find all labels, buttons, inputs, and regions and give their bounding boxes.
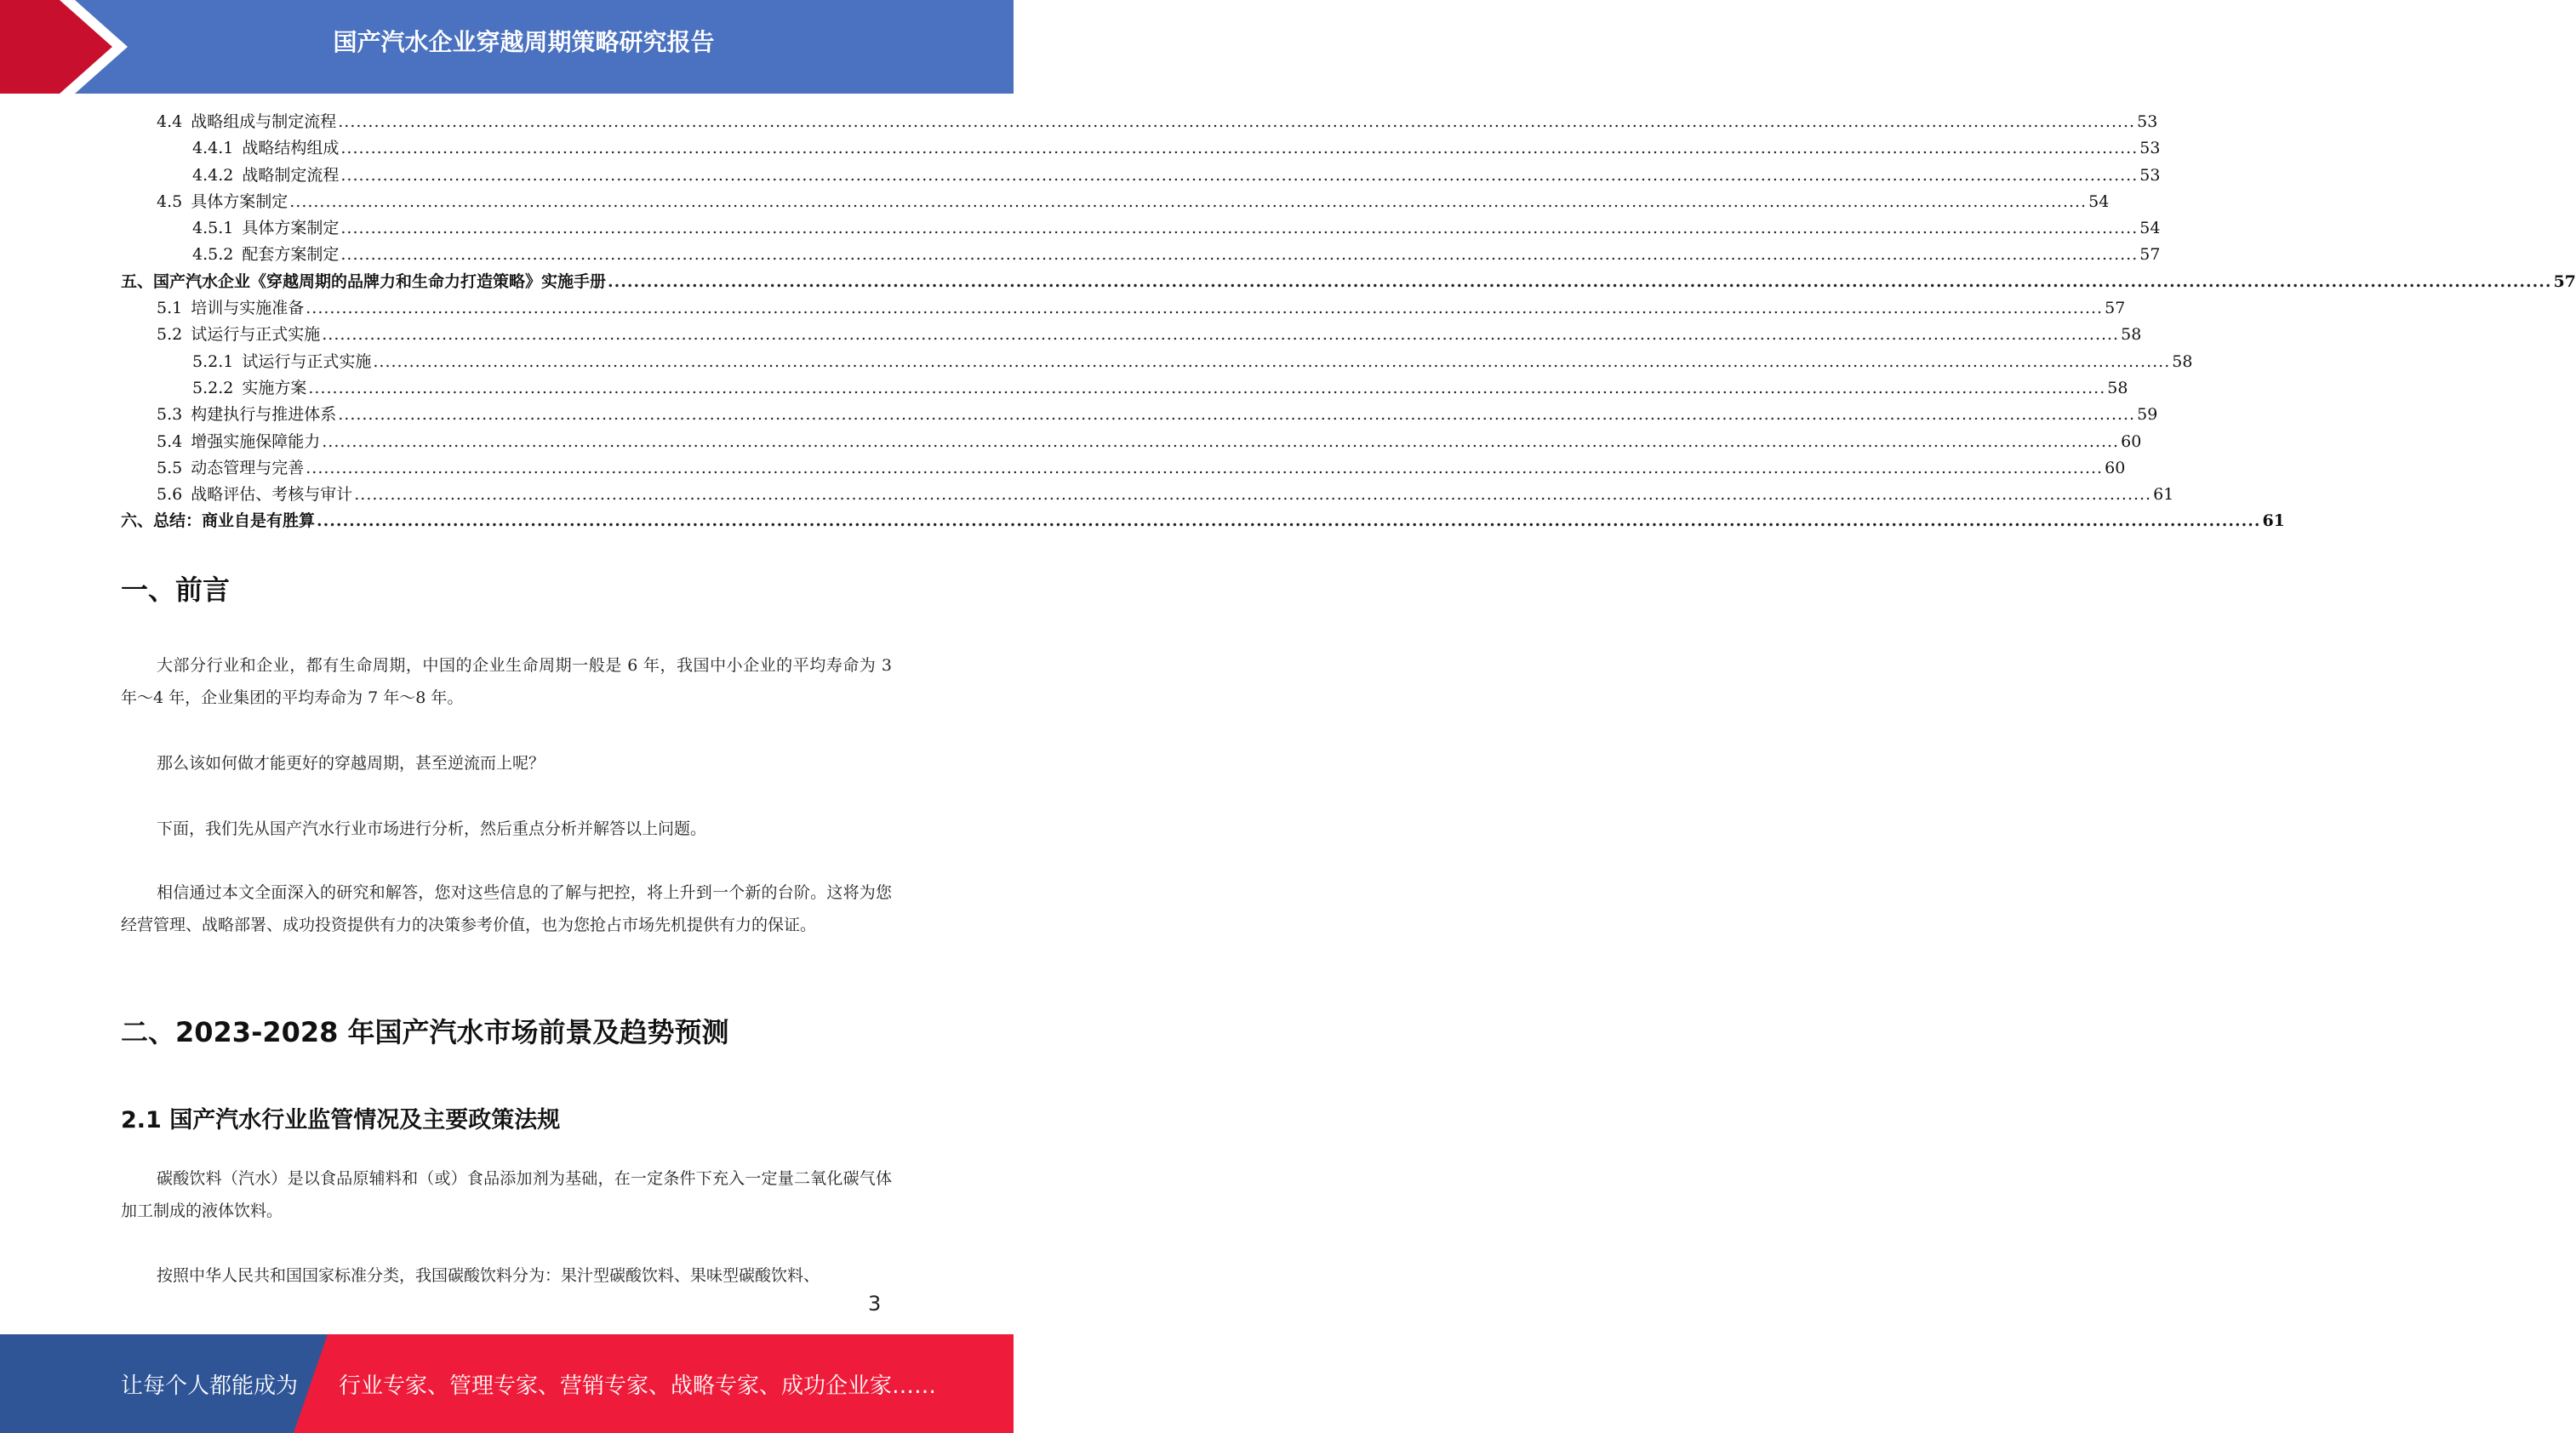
toc-entry-number: 4.4 [157,112,183,131]
toc-entry-number: 5.2.2 [192,378,234,397]
toc-entry-page: 58 [2172,351,2193,371]
preface-paragraph: 那么该如何做才能更好的穿越周期，甚至逆流而上呢？ [157,754,545,773]
toc-entry[interactable] [121,269,2576,295]
toc-leader-dots: ............................................................................................................................................................................................................................................................................................................ [308,378,2106,397]
toc-entry[interactable] [121,242,2161,268]
toc-entry-number: 5.5 [157,458,183,477]
body-paragraph: 碳酸饮料（汽水）是以食品原辅料和（或）食品添加剂为基础，在一定条件下充入一定量二氧化碳气体加工制成的液体饮料。 [121,1169,892,1220]
toc-entry-title: 配套方案制定 [242,245,340,265]
preface-paragraph: 相信通过本文全面深入的研究和解答，您对这些信息的了解与把控，将上升到一个新的台阶。这将为您经营管理、战略部署、成功投资提供有力的决策参考价值，也为您抢占市场先机提供有力的保证。 [121,883,892,934]
toc-entry-title: 六、总结：商业自是有胜算 [121,511,316,531]
toc-entry-number: 4.5 [157,191,183,211]
toc-entry-page: 60 [2121,431,2142,451]
toc-entry[interactable] [121,109,2158,135]
page-header [0,0,1014,94]
toc-entry-page: 53 [2139,139,2161,158]
page-number: 3 [868,1292,882,1316]
toc-entry-title: 战略结构组成 [242,139,340,158]
toc-leader-dots: ............................................................................................................................................................................................................................................................................................................ [608,271,2552,291]
toc-leader-dots: ............................................................................................................................................................................................................................................................................................................ [289,191,2088,211]
toc-entry-title: 试运行与正式实施 [242,351,372,371]
toc-entry-number: 5.4 [157,431,183,451]
toc-entry-title: 五、国产汽水企业《穿越周期的品牌力和生命力打造策略》实施手册 [121,271,607,291]
toc-entry-page: 57 [2105,299,2126,318]
body-paragraph: 按照中华人民共和国国家标准分类，我国碳酸饮料分为：果汁型碳酸饮料、果味型碳酸饮料、 [157,1266,820,1285]
toc-entry-page: 57 [2139,245,2161,265]
toc-entry-number: 5.2.1 [192,351,234,371]
toc-entry[interactable] [121,508,2285,534]
toc-entry-number: 4.4.1 [192,139,234,158]
toc-leader-dots: ............................................................................................................................................................................................................................................................................................................ [340,245,2139,265]
toc-leader-dots: ............................................................................................................................................................................................................................................................................................................ [340,139,2139,158]
toc-leader-dots: ............................................................................................................................................................................................................................................................................................................ [322,325,2120,345]
preface-paragraph: 下面，我们先从国产汽水行业市场进行分析，然后重点分析并解答以上问题。 [157,819,707,838]
toc-leader-dots: ............................................................................................................................................................................................................................................................................................................ [306,299,2104,318]
toc-entry-page: 53 [2139,165,2161,185]
header-title: 国产汽水企业穿越周期策略研究报告 [333,28,715,56]
toc-entry-title: 试运行与正式实施 [191,325,321,345]
footer-slogan-left: 让每个人都能成为 [121,1373,299,1399]
toc-leader-dots: ............................................................................................................................................................................................................................................................................................................ [340,219,2139,238]
toc-leader-dots: ............................................................................................................................................................................................................................................................................................................ [354,485,2152,505]
toc-entry[interactable] [121,163,2161,189]
toc-entry-title: 培训与实施准备 [191,299,305,318]
toc-entry-title: 动态管理与完善 [191,458,305,477]
page-footer [0,1334,1014,1433]
toc-entry-page: 54 [2139,219,2161,238]
toc-leader-dots: ............................................................................................................................................................................................................................................................................................................ [338,405,2136,425]
toc-leader-dots: ............................................................................................................................................................................................................................................................................................................ [340,165,2139,185]
subsection-heading-regulation: 2.1 国产汽水行业监管情况及主要政策法规 [121,1107,561,1133]
toc-entry[interactable] [121,295,2126,322]
toc-entry-title: 具体方案制定 [242,219,340,238]
toc-entry-title: 增强实施保障能力 [191,431,321,451]
toc-leader-dots: ............................................................................................................................................................................................................................................................................................................ [373,351,2171,371]
toc-entry-page: 54 [2088,191,2110,211]
toc-entry[interactable] [121,429,2142,455]
toc-entry[interactable] [121,322,2142,348]
toc-entry-number: 5.2 [157,325,183,345]
toc-entry-title: 战略评估、考核与审计 [191,485,353,505]
toc-entry-number: 4.5.1 [192,219,234,238]
section-heading-market-forecast: 二、2023-2028 年国产汽水市场前景及趋势预测 [121,1016,729,1048]
toc-leader-dots: ............................................................................................................................................................................................................................................................................................................ [338,112,2136,131]
toc-entry[interactable] [121,349,2193,375]
toc-leader-dots: ............................................................................................................................................................................................................................................................................................................ [322,431,2120,451]
toc-entry[interactable] [121,402,2158,428]
toc-entry-page: 61 [2153,485,2174,505]
toc-entry[interactable] [121,215,2161,242]
toc-entry-number: 5.6 [157,485,183,505]
toc-entry-number: 5.3 [157,405,183,425]
toc-entry-page: 59 [2137,405,2158,425]
toc-entry-title: 具体方案制定 [191,191,288,211]
toc-entry[interactable] [121,135,2161,162]
preface-paragraph: 大部分行业和企业，都有生命周期，中国的企业生命周期一般是 6 年，我国中小企业的平均寿命为 3 年～4 年，企业集团的平均寿命为 7 年～8 年。 [121,656,892,707]
table-of-contents [121,109,2576,535]
toc-entry-page: 60 [2105,458,2126,477]
toc-entry-number: 4.4.2 [192,165,234,185]
toc-entry-title: 战略组成与制定流程 [191,112,337,131]
toc-entry[interactable] [121,455,2126,482]
section-heading-preface: 一、前言 [121,574,231,606]
toc-entry-title: 构建执行与推进体系 [191,405,337,425]
toc-entry-title: 战略制定流程 [242,165,340,185]
toc-leader-dots: ............................................................................................................................................................................................................................................................................................................ [317,511,2261,531]
toc-entry-number: 4.5.2 [192,245,234,265]
toc-entry-page: 61 [2262,511,2285,531]
toc-entry-title: 实施方案 [242,378,307,397]
footer-slogan-right: 行业专家、管理专家、营销专家、战略专家、成功企业家…… [339,1373,937,1399]
toc-entry-number: 5.1 [157,299,183,318]
toc-entry-page: 58 [2121,325,2142,345]
toc-entry-page: 57 [2553,271,2576,291]
toc-entry[interactable] [121,375,2128,402]
toc-leader-dots: ............................................................................................................................................................................................................................................................................................................ [306,458,2104,477]
toc-entry[interactable] [121,482,2174,508]
toc-entry-page: 53 [2137,112,2158,131]
toc-entry[interactable] [121,189,2110,215]
toc-entry-page: 58 [2107,378,2128,397]
